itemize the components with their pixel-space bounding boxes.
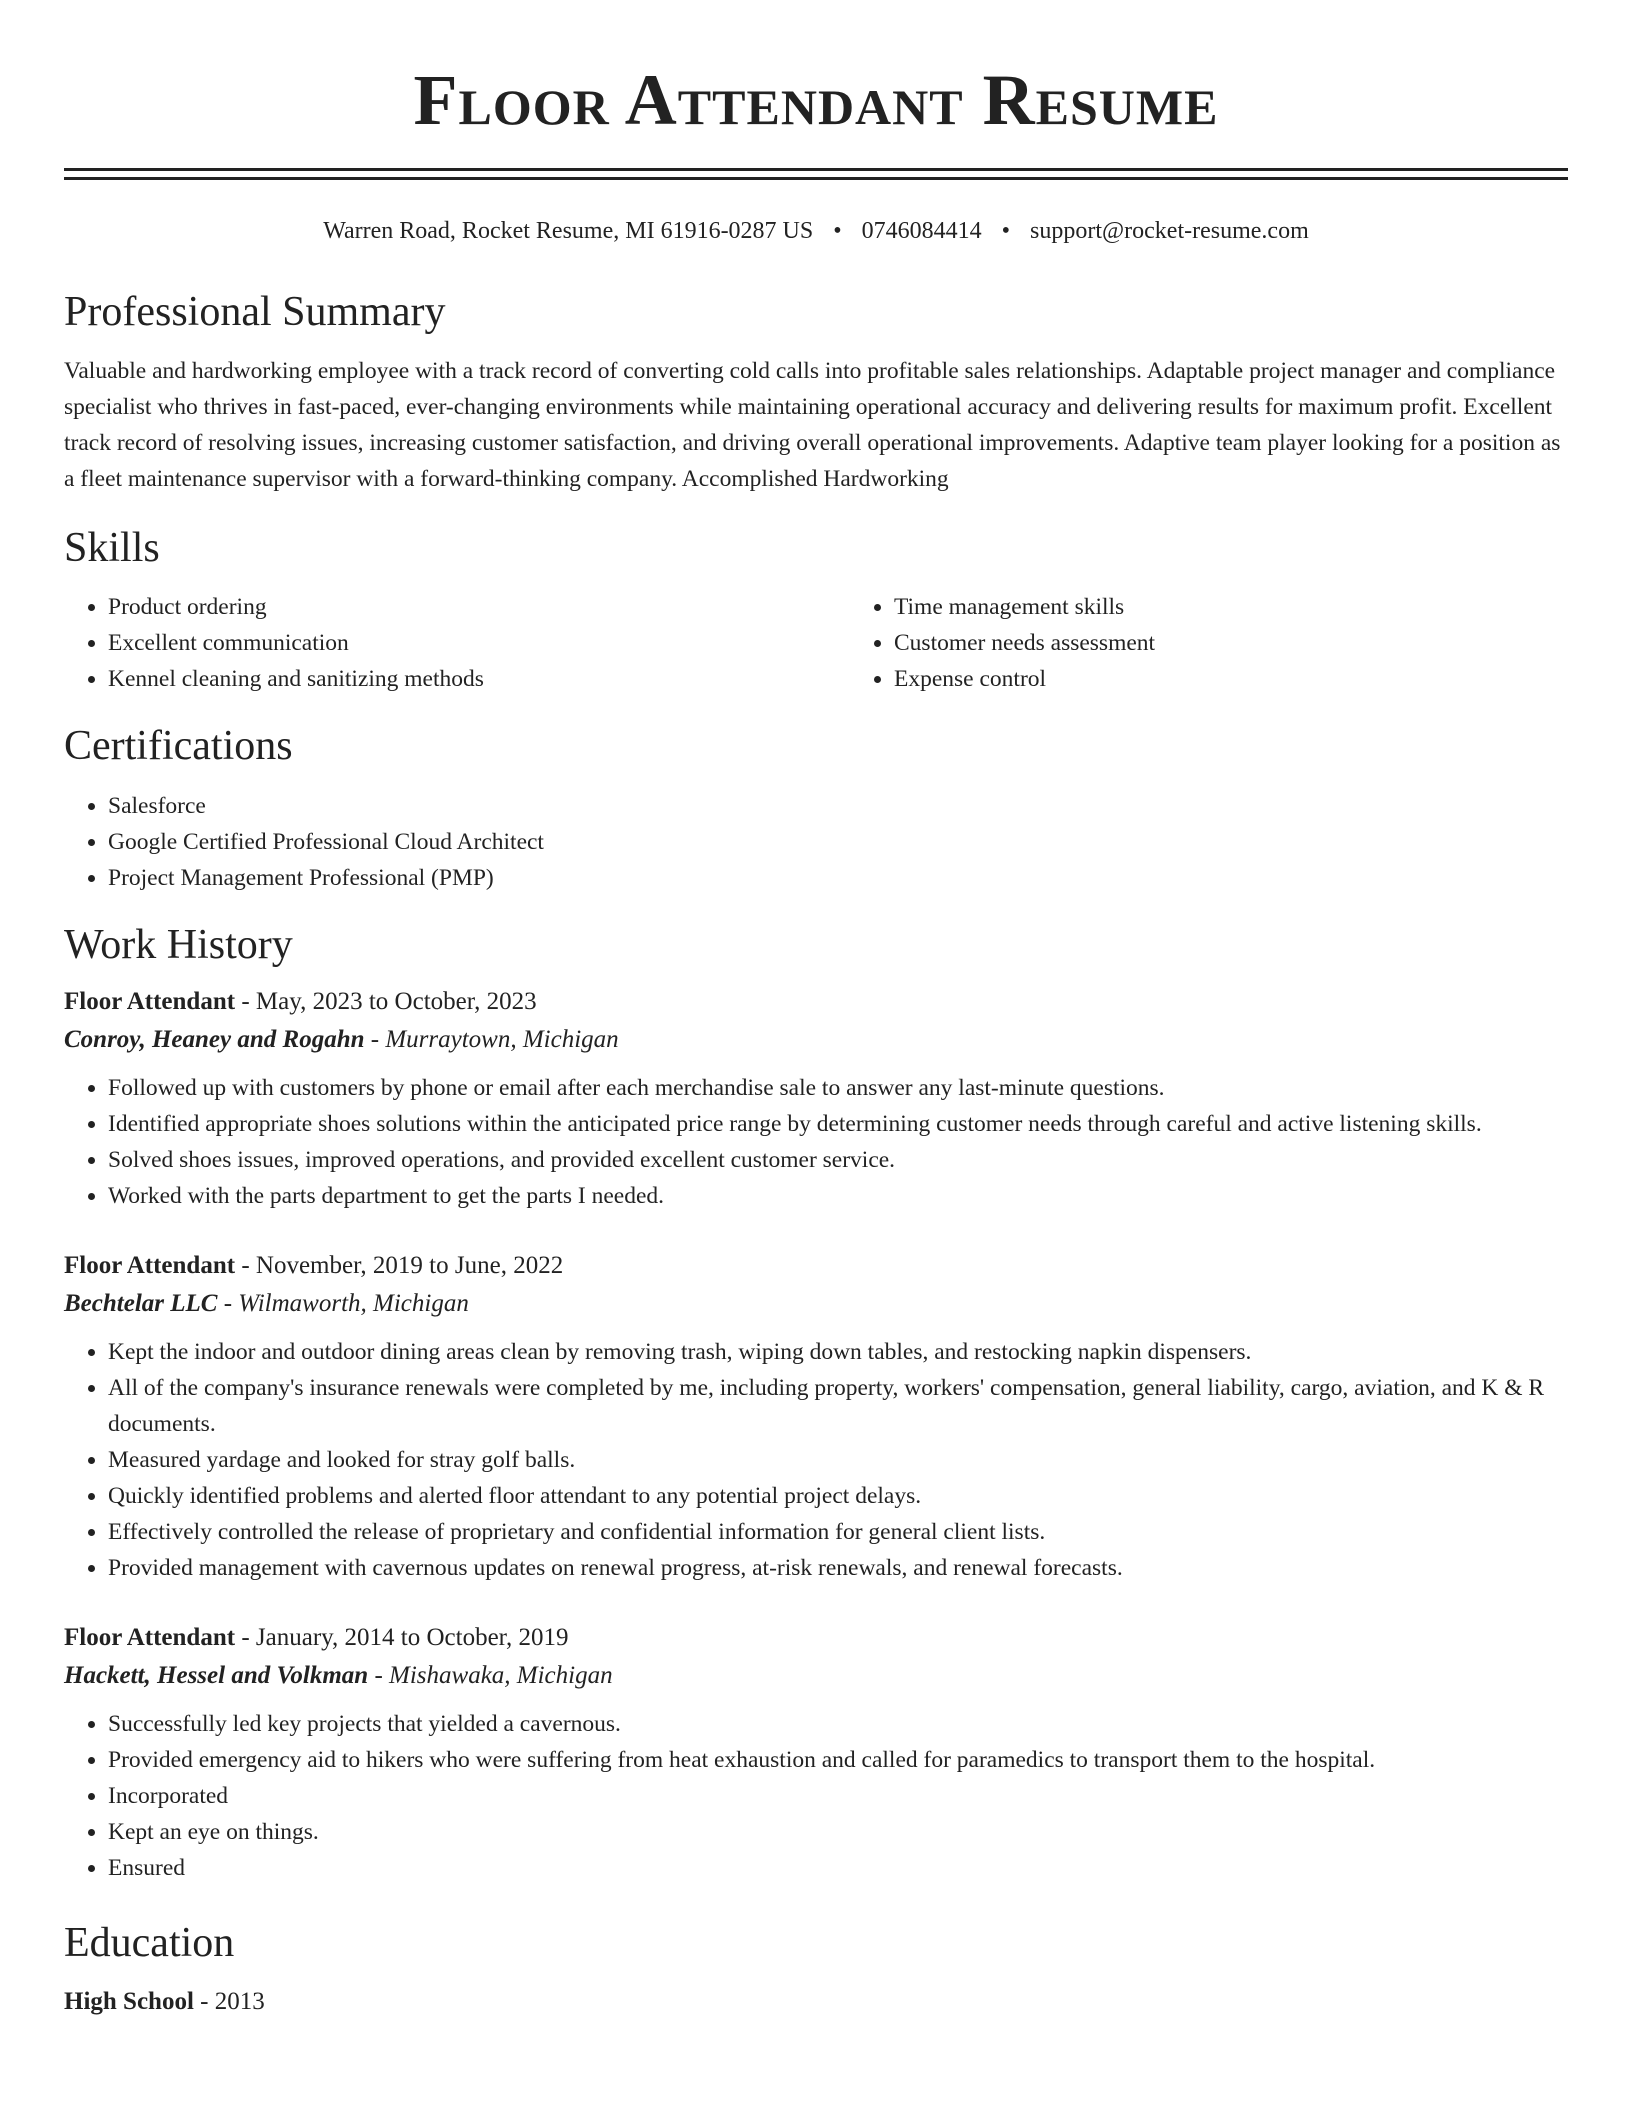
contact-separator: •: [1001, 218, 1011, 244]
contact-separator: •: [833, 218, 842, 244]
certification-item: • Salesforce: [108, 788, 1568, 824]
certifications-heading: Certifications: [64, 723, 293, 770]
contact-line: [64, 218, 1568, 245]
page-title: Floor Attendant Resume: [413, 60, 1219, 140]
education-year: - 2013: [193, 1987, 265, 2015]
job-bullet: • Effectively controlled the release of proprietary and confidential information for general client lists.: [108, 1514, 1568, 1550]
job-title: Floor Attendant: [64, 1251, 236, 1279]
job-bullet: • Provided emergency aid to hikers who were suffering from heat exhaustion and called for paramedics to transport them to the hospital.: [108, 1742, 1568, 1778]
job-bullets: [64, 1706, 1568, 1886]
job-company-line: [64, 1286, 1568, 1322]
skills-list: [64, 589, 1568, 697]
job-dates: - January, 2014 to October, 2019: [235, 1623, 569, 1651]
job-company-line: [64, 1022, 1568, 1058]
job-title-line: [64, 1248, 1568, 1284]
skills-column-right: [850, 589, 1632, 697]
job-bullet: • Kept an eye on things.: [108, 1814, 1568, 1850]
job-dates: - November, 2019 to June, 2022: [235, 1251, 564, 1279]
job-bullet: • All of the company's insurance renewals were completed by me, including property, workers' compensation, general liability, cargo, aviation, and K & R documents.: [108, 1370, 1568, 1442]
job-location: - Wilmaworth, Michigan: [217, 1289, 469, 1317]
skill-item: • Expense control: [894, 661, 1632, 697]
job-company: Hackett, Hessel and Volkman: [64, 1661, 369, 1689]
skills-column-left: [64, 589, 850, 697]
skill-item: • Time management skills: [894, 589, 1632, 625]
job-location: - Murraytown, Michigan: [364, 1025, 619, 1053]
job-title: Floor Attendant: [64, 987, 236, 1015]
job-bullet: • Worked with the parts department to get the parts I needed.: [108, 1178, 1568, 1214]
job-location: - Mishawaka, Michigan: [368, 1661, 613, 1689]
job-entry: [64, 1620, 1568, 1886]
certification-item: • Project Management Professional (PMP): [108, 860, 1568, 896]
job-title: Floor Attendant: [64, 1623, 236, 1651]
contact-email: support@rocket-resume.com: [1030, 218, 1309, 244]
job-bullets: [64, 1334, 1568, 1586]
certifications-list: [64, 788, 1568, 896]
education-school: High School: [64, 1987, 194, 2015]
skills-heading: Skills: [64, 525, 160, 572]
job-bullet: • Kept the indoor and outdoor dining areas clean by removing trash, wiping down tables, and restocking napkin dispensers.: [108, 1334, 1568, 1370]
education-entry: [64, 1984, 1568, 2020]
contact-phone: 0746084414: [861, 218, 982, 244]
job-bullet: • Provided management with cavernous updates on renewal progress, at-risk renewals, and renewal forecasts.: [108, 1550, 1568, 1586]
job-bullet: • Ensured: [108, 1850, 1568, 1886]
title-divider-bottom: [64, 177, 1568, 180]
job-bullet: • Measured yardage and looked for stray golf balls.: [108, 1442, 1568, 1478]
skill-item: • Kennel cleaning and sanitizing methods: [108, 661, 850, 697]
job-company: Conroy, Heaney and Rogahn: [64, 1025, 365, 1053]
job-dates: - May, 2023 to October, 2023: [235, 987, 537, 1015]
job-bullet: • Identified appropriate shoes solutions within the anticipated price range by determining customer needs through careful and active listening skills.: [108, 1106, 1568, 1142]
job-entry: [64, 1248, 1568, 1586]
summary-heading: Professional Summary: [64, 289, 446, 335]
skill-item: • Excellent communication: [108, 625, 850, 661]
skill-item: • Customer needs assessment: [894, 625, 1632, 661]
job-bullet: • Successfully led key projects that yielded a cavernous.: [108, 1706, 1568, 1742]
job-title-line: [64, 984, 1568, 1020]
job-entry: [64, 984, 1568, 1214]
job-title-line: [64, 1620, 1568, 1656]
job-bullet: • Incorporated: [108, 1778, 1568, 1814]
skill-item: • Product ordering: [108, 589, 850, 625]
work-history-heading: Work History: [64, 921, 293, 968]
job-bullet: • Quickly identified problems and alerted floor attendant to any potential project delays.: [108, 1478, 1568, 1514]
job-company: Bechtelar LLC: [64, 1289, 218, 1317]
education-heading: Education: [64, 1919, 235, 1966]
summary-text: Valuable and hardworking employee with a track record of converting cold calls into profitable sales relationships. Adaptable project manager and compliance specialist who thrives in fast-paced, ever-changing environments while maintaining operational accuracy and delivering results for maximum profit. Excellent track record of resolving issues, increasing customer satisfaction, and driving overall operational improvements. Adaptive team player looking for a position as a fleet maintenance supervisor with a forward-thinking company. Accomplished Hardworking: [64, 358, 1561, 493]
job-bullets: [64, 1070, 1568, 1214]
job-bullet: • Followed up with customers by phone or email after each merchandise sale to answer any last-minute questions.: [108, 1070, 1568, 1106]
title-divider-top: [64, 168, 1568, 171]
job-company-line: [64, 1658, 1568, 1694]
contact-address: Warren Road, Rocket Resume, MI 61916-0287 US: [323, 218, 814, 244]
job-bullet: • Solved shoes issues, improved operations, and provided excellent customer service.: [108, 1142, 1568, 1178]
certification-item: • Google Certified Professional Cloud Architect: [108, 824, 1568, 860]
